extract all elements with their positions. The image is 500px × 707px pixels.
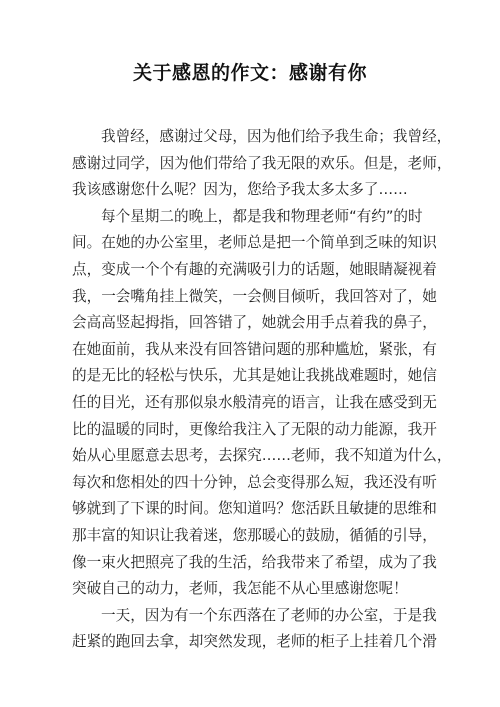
paragraph-2-line-4: 我，一会嘴角挂上微笑，一会侧目倾听，我回答对了，她: [72, 287, 437, 305]
paragraph-3-line-2: 赶紧的跑回去拿，却突然发现，老师的柜子上挂着几个滑: [72, 633, 437, 651]
paragraph-2-line-6: 在她面前，我从来没有回答错问题的那种尴尬，紧张，有: [72, 340, 437, 358]
paragraph-2-line-3: 点，变成一个个有趣的充满吸引力的话题，她眼睛凝视着: [72, 260, 437, 278]
paragraph-3-line-1: 一天，因为有一个东西落在了老师的办公室，于是我: [101, 606, 437, 624]
paragraph-2-line-12: 够就到了下课的时间。您知道吗？您活跃且敏捷的思维和: [72, 500, 437, 518]
paragraph-2-line-9: 比的温暖的同时，更像给我注入了无限的动力能源，我开: [72, 420, 437, 438]
paragraph-2-line-1: 每个星期二的晚上，都是我和物理老师“有约”的时: [101, 207, 423, 225]
paragraph-2-line-15: 突破自己的动力，老师，我怎能不从心里感谢您呢！: [72, 580, 408, 598]
paragraph-2-line-10: 始从心里愿意去思考，去探究……老师，我不知道为什么，: [72, 447, 452, 465]
essay-body: [72, 124, 452, 656]
page-title: 关于感恩的作文：感谢有你: [132, 62, 367, 84]
paragraph-2-line-7: 的是无比的轻松与快乐，尤其是她让我挑战难题时，她信: [72, 367, 437, 385]
paragraph-2-line-8: 任的目光，还有那似泉水般清亮的语言，让我在感受到无: [72, 393, 437, 411]
paragraph-1-line-1: 我曾经，感谢过父母，因为他们给予我生命；我曾经，: [101, 128, 452, 145]
paragraph-1-line-3: 我该感谢您什么呢？因为，您给予我太多太多了……: [72, 181, 408, 199]
paragraph-2-line-14: 像一束火把照亮了我的生活，给我带来了希望，成为了我: [72, 553, 437, 571]
paragraph-2-line-2: 间。在她的办公室里，老师总是把一个简单到乏味的知识: [72, 234, 437, 252]
paragraph-2-line-11: 每次和您相处的四十分钟，总会变得那么短，我还没有听: [72, 473, 437, 491]
paragraph-2-line-5: 会高高竖起拇指，回答错了，她就会用手点着我的鼻子，: [72, 314, 437, 332]
paragraph-2-line-13: 那丰富的知识让我着迷，您那暖心的鼓励，循循的引导，: [72, 526, 437, 544]
paragraph-1-line-2: 感谢过同学，因为他们带给了我无限的欢乐。但是，老师，: [72, 154, 452, 172]
